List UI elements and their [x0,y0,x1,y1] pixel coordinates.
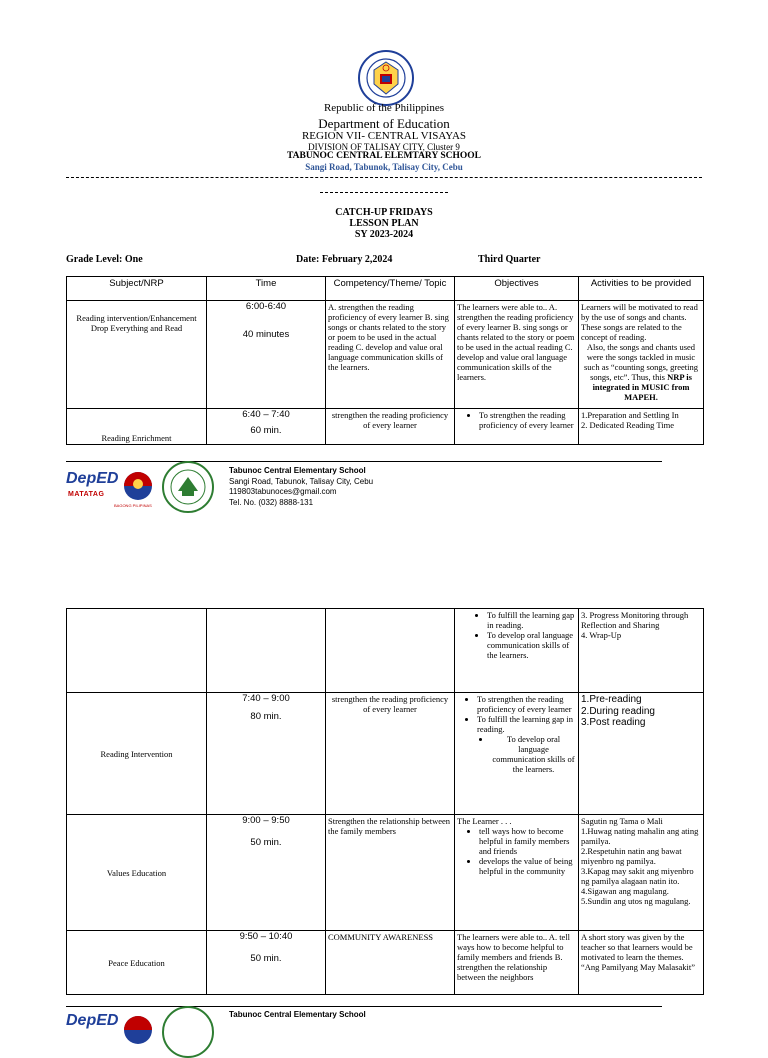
row5-competency: Strengthen the relationship between the family members [326,815,455,931]
row5-objective-1: • tell ways how to become helpful in family members and friends [479,826,576,856]
col-header-objectives: Objectives [455,277,579,301]
row4-activities [579,693,704,815]
plan-title [0,207,768,240]
deped-seal-icon [358,50,414,106]
row6-time-range: 9:50 – 10:40 [239,931,293,942]
bagong-pilipinas-text: BAGONG PILIPINAS [114,503,152,508]
row5-activity-2: 2.Respetuhin natin ang bawat miyenbro ng pamilya. [581,846,682,866]
table-row [67,693,704,815]
row2-activity-1: 1.Preparation and Settling In [581,410,679,420]
footer-tel: Tel. No. (032) 8888-131 [229,497,314,507]
row5-time-range: 9:00 – 9:50 [242,815,290,826]
row1-objectives: The learners were able to.. A. strengthen the reading proficiency of every learner B. sing songs or chants related to the story or poem to be used in the actual reading C. develop and value oral language communication skills of the learners. [455,301,579,409]
row5-subject: Values Education [67,815,207,931]
row6-time [207,931,326,995]
footer-rule [66,461,662,462]
row3-objectives [455,609,579,693]
row1-activities-a: Learners will be motivated to read by the use of songs and chants. These songs are related to the concept of reading. [581,302,698,342]
header-department: Department of Education [318,116,450,131]
row5-activity-4: 4.Sigawan ang magulang. [581,886,669,896]
row3-activity-2: 4. Wrap-Up [581,630,622,640]
title-line2: LESSON PLAN [349,218,419,229]
row4-activity-3: 3.Post reading [581,717,646,728]
footer2-rule [66,1006,662,1007]
row1-subject: Reading intervention/Enhancement Drop Everything and Read [67,301,207,409]
header-republic: Republic of the Philippines [323,102,445,114]
row4-time [207,693,326,815]
row5-activity-title: Sagutin ng Tama o Mali [581,816,663,826]
row1-competency: A. strengthen the reading proficiency of every learner B. sing songs or chants related to the story or poem to be used in the actual reading C. develop and value oral language communication skills of the learners. [326,301,455,409]
row6-activities-text: A short story was given by the teacher so that learners would be motivated to learn the themes. [581,932,693,962]
plan-quarter: Third Quarter [478,254,541,265]
header-division: DIVISION OF TALISAY CITY, Cluster 9 [308,142,460,152]
row4-subject: Reading Intervention [67,693,207,815]
row6-objectives: The learners were able to.. A. tell ways how to become helpful to family members and friends B. strengthen the relationship between the neighbors [455,931,579,995]
row4-competency: strengthen the reading proficiency of every learner [326,693,455,815]
row1-time-range: 6:00-6:40 [245,301,287,312]
row4-objectives [455,693,579,815]
row1-activities-bold: NRP is integrated in MUSIC from MAPEH. [592,372,692,402]
col-header-time: Time [207,277,326,301]
header-rule [66,177,702,178]
header-rule-short [320,192,448,193]
footer-school-name: Tabunoc Central Elementary School [229,466,366,475]
row5-activity-3: 3.Kapag may sakit ang miyenbro ng pamilya alagaan natin ito. [581,866,694,886]
footer2-school-name: Tabunoc Central Elementary School [229,1010,366,1019]
grade-level: Grade Level: One [66,254,143,265]
row3-objective-2: • To develop oral language communication skills of the learners. [487,630,576,660]
title-line3: SY 2023-2024 [354,229,414,240]
col-header-competency: Competency/Theme/ Topic [326,277,455,301]
school-seal-icon-2 [162,1006,214,1058]
lesson-table-page2 [66,608,704,995]
header-address: Sangi Road, Tabunok, Talisay City, Cebu [305,162,463,172]
row1-time [207,301,326,409]
col-header-activities: Activities to be provided [579,277,704,301]
row4-time-range: 7:40 – 9:00 [242,693,290,704]
row2-competency: strengthen the reading proficiency of every learner [326,409,455,445]
row5-objective-2: • develops the value of being helpful in the community [479,856,576,876]
row3-subject [67,609,207,693]
deped-logo: DepED [66,470,119,487]
row4-activity-2: 2.During reading [581,705,655,717]
row2-objectives [455,409,579,445]
row4-activity-1: 1.Pre-reading [581,694,642,705]
row5-objectives [455,815,579,931]
row2-activities [579,409,704,445]
row3-activity-1: 3. Progress Monitoring through Reflection and Sharing [581,610,689,630]
table-row [67,931,704,995]
lesson-table-page1 [66,276,704,445]
row3-time [207,609,326,693]
bagong-pilipinas-logo-icon-2 [118,1012,158,1052]
row4-objective-1: • To strengthen the reading proficiency of every learner [477,694,576,714]
table-row [67,301,704,409]
row6-subject: Peace Education [67,931,207,995]
row4-duration: 80 min. [250,711,282,722]
row6-activities-quote: “Ang Pamilyang May Malasakit” [581,962,696,972]
row1-activities-b-wrap [581,342,701,402]
deped-logo-2: DepED [66,1012,119,1029]
row2-time-range: 6:40 – 7:40 [242,409,290,420]
row6-duration: 50 min. [250,953,282,964]
row5-time [207,815,326,931]
row4-objective-3: • To develop oral language communication skills of the learners. [491,734,576,774]
row5-activities [579,815,704,931]
header-region: REGION VII- CENTRAL VISAYAS [301,130,467,142]
table-row [67,609,704,693]
row6-competency: COMMUNITY AWARENESS [326,931,455,995]
plan-date: Date: February 2,2024 [296,254,393,265]
footer-email: 119803tabunoces@gmail.com [229,487,337,496]
row2-time [207,409,326,445]
row5-objectives-intro: The Learner . . . [457,816,512,826]
row1-duration: 40 minutes [242,329,290,340]
footer-contact [229,466,373,508]
title-line1: CATCH-UP FRIDAYS [335,207,433,218]
row3-competency [326,609,455,693]
row2-objective-1: • To strengthen the reading proficiency of every learner [479,410,576,430]
row6-activities [579,931,704,995]
table-row [67,409,704,445]
row2-activity-2: 2. Dedicated Reading Time [581,420,675,430]
footer-address: Sangi Road, Tabunok, Talisay City, Cebu [229,476,374,486]
row5-duration: 50 min. [250,837,282,848]
row1-activities [579,301,704,409]
row2-duration: 60 min. [250,425,282,436]
school-seal-icon [162,461,214,513]
col-header-subject: Subject/NRP [67,277,207,301]
header-school: TABUNOC CENTRAL ELEMTARY SCHOOL [286,151,481,161]
matatag-logo: MATATAG [68,491,105,498]
row2-subject: Reading Enrichment [67,409,207,445]
row3-objective-1: • To fulfill the learning gap in reading. [487,610,576,630]
row3-activities [579,609,704,693]
bagong-pilipinas-logo-icon [118,468,158,508]
footer2-contact [229,1010,366,1021]
table-row [67,815,704,931]
row4-objective-2: • To fulfill the learning gap in reading. [477,714,576,734]
row1-activities-b: Also, the songs and chants used were the songs tackled in music such as “counting songs, greeting songs, etc”. Thus, this [583,342,699,382]
row5-activity-5: 5.Sundin ang utos ng magulang. [581,896,691,906]
row5-activity-1: 1.Huwag nating mahalin ang ating pamilya. [581,826,699,846]
